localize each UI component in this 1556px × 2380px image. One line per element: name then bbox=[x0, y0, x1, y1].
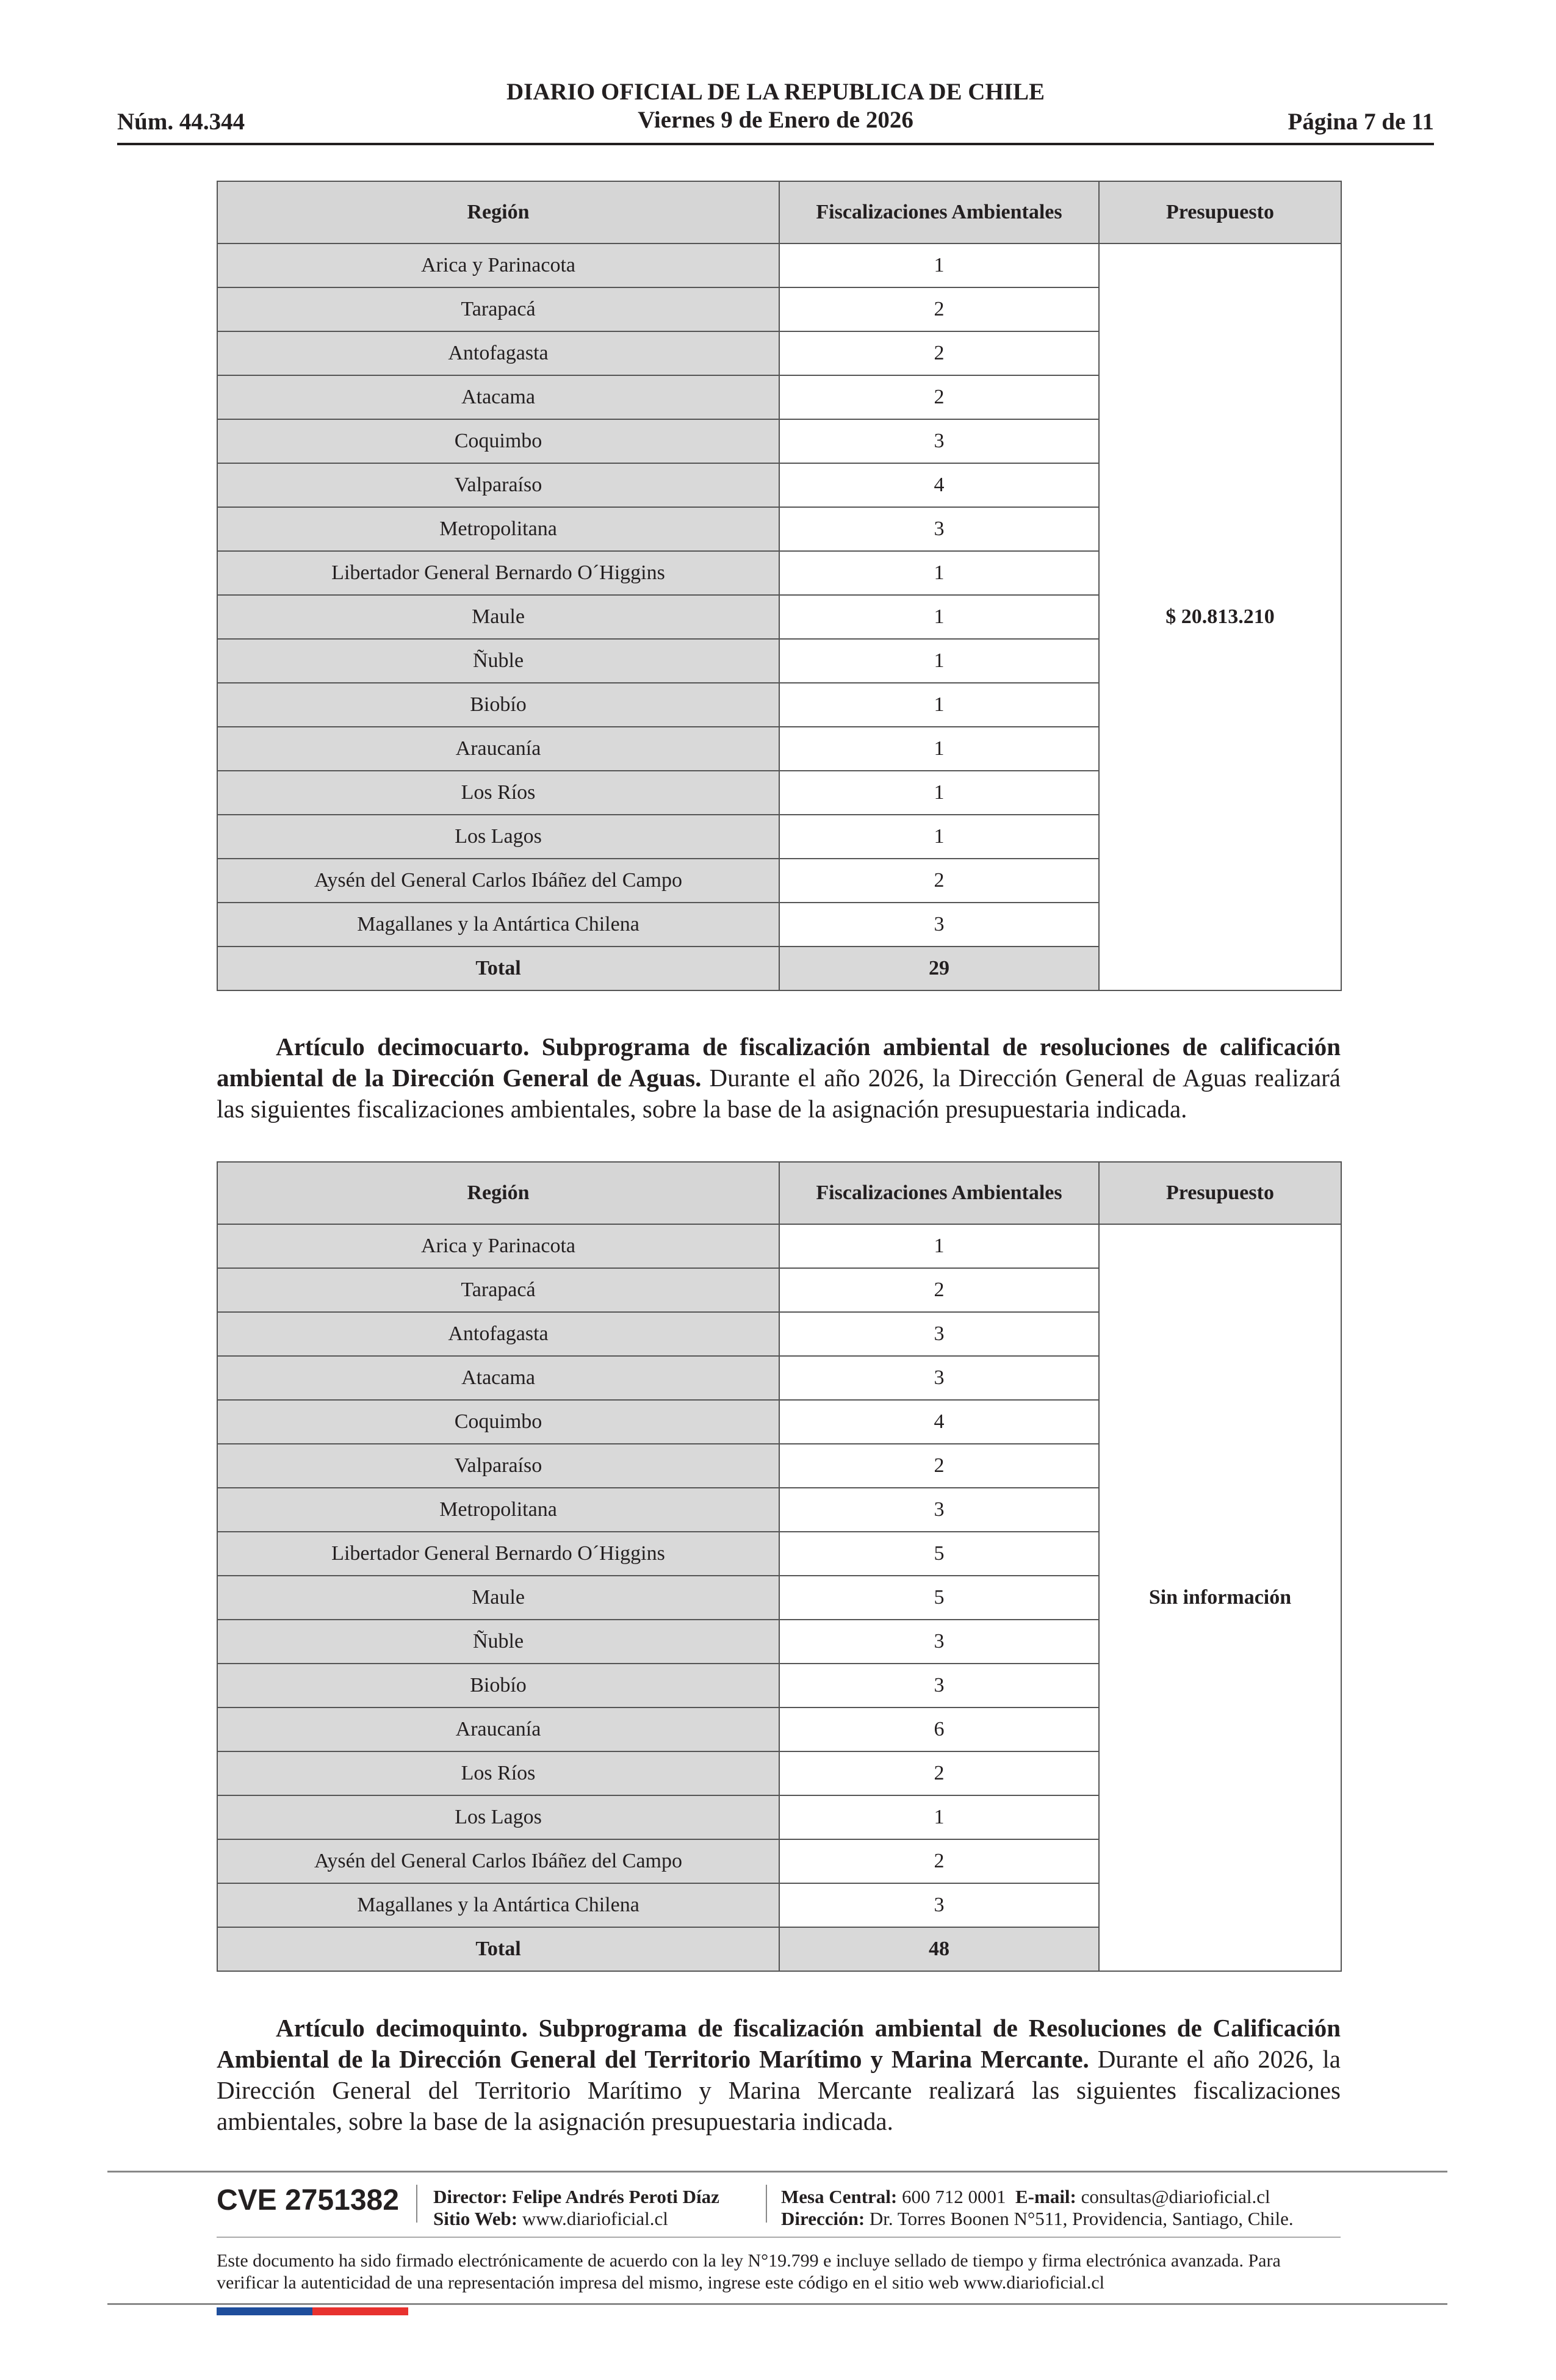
region-cell: Aysén del General Carlos Ibáñez del Campo bbox=[217, 1839, 779, 1883]
presupuesto-cell: $ 20.813.210 bbox=[1099, 243, 1341, 990]
region-cell: Araucanía bbox=[217, 1707, 779, 1751]
address-label: Dirección: bbox=[781, 2208, 865, 2229]
mesa-phone: 600 712 0001 bbox=[902, 2186, 1006, 2207]
flag-stripe-blue bbox=[217, 2307, 312, 2315]
total-value: 48 bbox=[779, 1927, 1099, 1971]
flag-stripe-red bbox=[312, 2307, 408, 2315]
fiscalizaciones-cell: 2 bbox=[779, 1751, 1099, 1795]
table-body bbox=[217, 243, 1341, 990]
region-cell: Biobío bbox=[217, 1664, 779, 1707]
total-value: 29 bbox=[779, 947, 1099, 990]
fiscalizaciones-cell: 1 bbox=[779, 771, 1099, 815]
article-body: Durante el año 2026, la Dirección General de Aguas realizará las siguientes fiscalizaciones ambientales, sobre la base de la asignación presupuestaria indicada. bbox=[217, 1064, 1341, 1123]
region-cell: Atacama bbox=[217, 375, 779, 419]
fiscalizaciones-cell: 2 bbox=[779, 1444, 1099, 1488]
footer-divider-bottom bbox=[107, 2303, 1447, 2305]
region-cell: Los Lagos bbox=[217, 815, 779, 859]
column-header-fiscalizaciones: Fiscalizaciones Ambientales bbox=[779, 181, 1099, 243]
address-line bbox=[781, 2208, 1294, 2230]
director-name: Felipe Andrés Peroti Díaz bbox=[512, 2186, 719, 2207]
footer-separator bbox=[766, 2185, 767, 2223]
fiscalizaciones-cell: 3 bbox=[779, 1883, 1099, 1927]
footer-divider-top bbox=[107, 2171, 1447, 2173]
column-header-region: Región bbox=[217, 181, 779, 243]
region-cell: Los Ríos bbox=[217, 1751, 779, 1795]
article-heading: Artículo decimoquinto. Subprograma de fiscalización ambiental de Resoluciones de Calificación Ambiental de la Dirección General del Territorio Marítimo y Marina Mercante. bbox=[217, 2014, 1341, 2073]
fiscalizaciones-cell: 2 bbox=[779, 287, 1099, 331]
region-cell: Aysén del General Carlos Ibáñez del Campo bbox=[217, 859, 779, 903]
region-cell: Antofagasta bbox=[217, 331, 779, 375]
cve-code: CVE 2751382 bbox=[217, 2184, 399, 2216]
footer-director-block bbox=[433, 2186, 719, 2230]
region-cell: Maule bbox=[217, 595, 779, 639]
fiscalizaciones-cell: 1 bbox=[779, 1224, 1099, 1268]
region-cell: Antofagasta bbox=[217, 1312, 779, 1356]
table-row bbox=[217, 1224, 1341, 1268]
fiscalizaciones-cell: 4 bbox=[779, 463, 1099, 507]
fiscalizaciones-cell: 3 bbox=[779, 903, 1099, 947]
fiscalizaciones-cell: 2 bbox=[779, 331, 1099, 375]
footer-separator bbox=[416, 2185, 417, 2223]
fiscalizaciones-cell: 1 bbox=[779, 595, 1099, 639]
legal-notice: Este documento ha sido firmado electrónicamente de acuerdo con la ley N°19.799 e incluye sellado de tiempo y firma electrónica avanzada. Para verificar la autenticidad de una representación impresa del mismo, ingrese este código en el sitio web www.diarioficial.cl bbox=[217, 2251, 1281, 2293]
director-label: Director: bbox=[433, 2186, 508, 2207]
region-cell: Biobío bbox=[217, 683, 779, 727]
address-text: Dr. Torres Boonen N°511, Providencia, Santiago, Chile. bbox=[869, 2208, 1294, 2229]
fiscalizaciones-cell: 3 bbox=[779, 1664, 1099, 1707]
article-decimoquinto bbox=[217, 2013, 1341, 2137]
region-cell: Magallanes y la Antártica Chilena bbox=[217, 1883, 779, 1927]
column-header-fiscalizaciones: Fiscalizaciones Ambientales bbox=[779, 1162, 1099, 1224]
fiscalizaciones-cell: 6 bbox=[779, 1707, 1099, 1751]
region-cell: Arica y Parinacota bbox=[217, 1224, 779, 1268]
presupuesto-cell: Sin información bbox=[1099, 1224, 1341, 1971]
header-center bbox=[117, 78, 1434, 134]
region-cell: Maule bbox=[217, 1576, 779, 1620]
region-cell: Metropolitana bbox=[217, 1488, 779, 1532]
region-cell: Los Ríos bbox=[217, 771, 779, 815]
footer-divider-mid bbox=[217, 2237, 1341, 2238]
region-cell: Valparaíso bbox=[217, 463, 779, 507]
newspaper-title: DIARIO OFICIAL DE LA REPUBLICA DE CHILE bbox=[506, 79, 1045, 105]
website-line bbox=[433, 2208, 719, 2230]
table-body bbox=[217, 1224, 1341, 1971]
fiscalizaciones-cell: 1 bbox=[779, 1795, 1099, 1839]
region-cell: Ñuble bbox=[217, 639, 779, 683]
fiscalizaciones-cell: 1 bbox=[779, 727, 1099, 771]
total-label: Total bbox=[217, 947, 779, 990]
fiscalizaciones-cell: 1 bbox=[779, 551, 1099, 595]
fiscalizaciones-cell: 2 bbox=[779, 1839, 1099, 1883]
director-line bbox=[433, 2186, 719, 2208]
article-heading: Artículo decimocuarto. Subprograma de fiscalización ambiental de resoluciones de calificación ambiental de la Dirección General de Aguas. bbox=[217, 1033, 1341, 1092]
region-cell: Valparaíso bbox=[217, 1444, 779, 1488]
fiscalizaciones-table-2 bbox=[217, 1161, 1342, 1972]
fiscalizaciones-cell: 1 bbox=[779, 639, 1099, 683]
fiscalizaciones-cell: 3 bbox=[779, 419, 1099, 463]
region-cell: Coquimbo bbox=[217, 1400, 779, 1444]
fiscalizaciones-cell: 2 bbox=[779, 375, 1099, 419]
region-cell: Coquimbo bbox=[217, 419, 779, 463]
region-cell: Los Lagos bbox=[217, 1795, 779, 1839]
fiscalizaciones-cell: 3 bbox=[779, 1620, 1099, 1664]
email-link[interactable]: consultas@diarioficial.cl bbox=[1081, 2186, 1270, 2207]
header-divider bbox=[117, 143, 1434, 145]
email-label: E-mail: bbox=[1015, 2186, 1076, 2207]
fiscalizaciones-cell: 3 bbox=[779, 1488, 1099, 1532]
fiscalizaciones-cell: 3 bbox=[779, 1356, 1099, 1400]
region-cell: Ñuble bbox=[217, 1620, 779, 1664]
region-cell: Araucanía bbox=[217, 727, 779, 771]
website-link[interactable]: www.diarioficial.cl bbox=[522, 2208, 668, 2229]
total-label: Total bbox=[217, 1927, 779, 1971]
region-cell: Libertador General Bernardo O´Higgins bbox=[217, 1532, 779, 1576]
page-number: Página 7 de 11 bbox=[1288, 109, 1434, 135]
table-header-row bbox=[217, 1162, 1341, 1224]
contact-line bbox=[781, 2186, 1294, 2208]
fiscalizaciones-cell: 5 bbox=[779, 1576, 1099, 1620]
fiscalizaciones-cell: 3 bbox=[779, 1312, 1099, 1356]
fiscalizaciones-cell: 3 bbox=[779, 507, 1099, 551]
footer-contact-block bbox=[781, 2186, 1294, 2230]
table-header-row bbox=[217, 181, 1341, 243]
fiscalizaciones-cell: 1 bbox=[779, 815, 1099, 859]
issue-number: Núm. 44.344 bbox=[117, 109, 245, 135]
table-row bbox=[217, 243, 1341, 287]
article-decimocuarto bbox=[217, 1031, 1341, 1125]
region-cell: Tarapacá bbox=[217, 1268, 779, 1312]
fiscalizaciones-cell: 2 bbox=[779, 859, 1099, 903]
region-cell: Metropolitana bbox=[217, 507, 779, 551]
fiscalizaciones-cell: 1 bbox=[779, 683, 1099, 727]
mesa-label: Mesa Central: bbox=[781, 2186, 898, 2207]
fiscalizaciones-table-1 bbox=[217, 181, 1342, 991]
region-cell: Tarapacá bbox=[217, 287, 779, 331]
website-label: Sitio Web: bbox=[433, 2208, 518, 2229]
region-cell: Arica y Parinacota bbox=[217, 243, 779, 287]
column-header-presupuesto: Presupuesto bbox=[1099, 181, 1341, 243]
fiscalizaciones-cell: 5 bbox=[779, 1532, 1099, 1576]
region-cell: Magallanes y la Antártica Chilena bbox=[217, 903, 779, 947]
fiscalizaciones-cell: 1 bbox=[779, 243, 1099, 287]
region-cell: Atacama bbox=[217, 1356, 779, 1400]
page-header bbox=[117, 78, 1434, 144]
issue-date: Viernes 9 de Enero de 2026 bbox=[638, 107, 913, 133]
column-header-presupuesto: Presupuesto bbox=[1099, 1162, 1341, 1224]
article-body: Durante el año 2026, la Dirección General del Territorio Marítimo y Marina Mercante realizará las siguientes fiscalizaciones ambientales, sobre la base de la asignación presupuestaria indicada. bbox=[217, 2045, 1341, 2135]
column-header-region: Región bbox=[217, 1162, 779, 1224]
fiscalizaciones-cell: 2 bbox=[779, 1268, 1099, 1312]
fiscalizaciones-cell: 4 bbox=[779, 1400, 1099, 1444]
region-cell: Libertador General Bernardo O´Higgins bbox=[217, 551, 779, 595]
